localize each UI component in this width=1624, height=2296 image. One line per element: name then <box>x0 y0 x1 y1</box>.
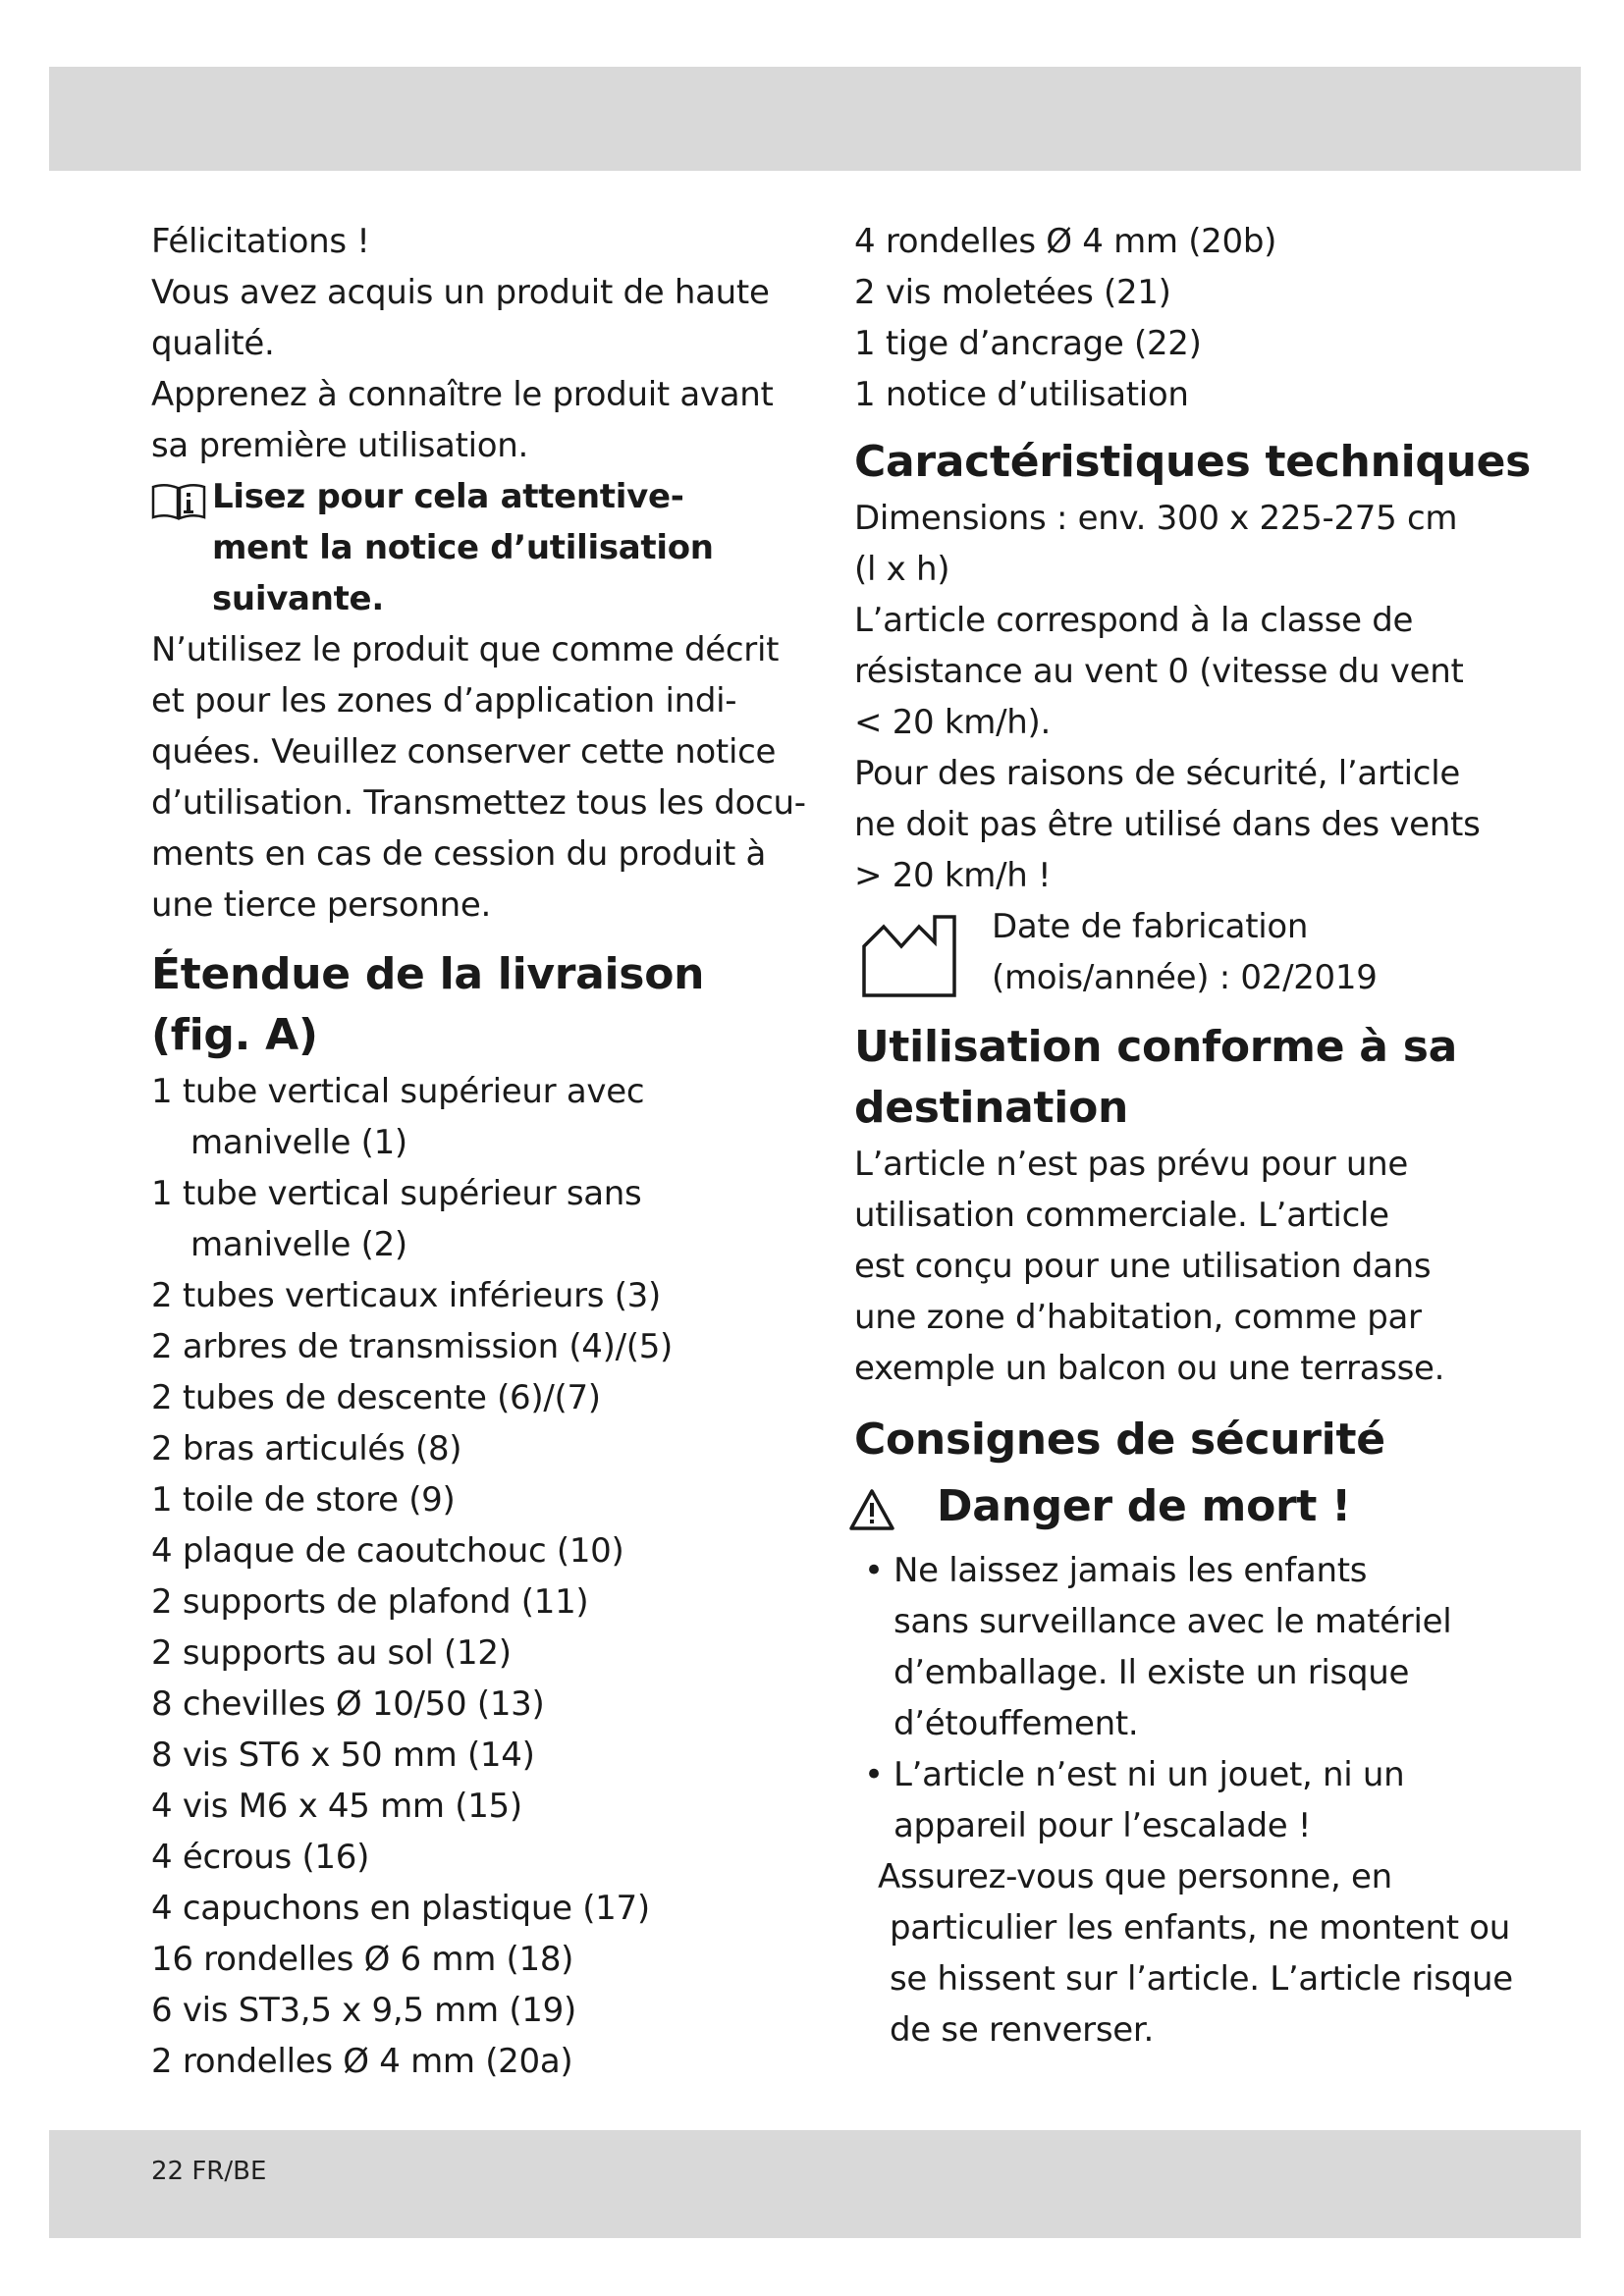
list-item: 1 tube vertical supérieur sans <box>151 1174 642 1213</box>
list-item: 1 tube vertical supérieur avec <box>151 1072 645 1111</box>
safety-bullet <box>854 1749 1483 1851</box>
list-item: 16 rondelles Ø 6 mm (18) <box>151 1940 574 1979</box>
list-item: 2 bras articulés (8) <box>151 1429 462 1468</box>
list-item: 2 vis moletées (21) <box>854 273 1171 312</box>
list-item: 1 tige d’ancrage (22) <box>854 324 1202 363</box>
left-column <box>151 216 806 2087</box>
text-line: Apprenez à connaître le produit avant <box>151 375 774 414</box>
text-line: L’article n’est pas prévu pour une <box>854 1145 1409 1184</box>
bullet-marker: • <box>864 1755 885 1794</box>
header-band <box>49 67 1581 171</box>
heading-line: (fig. A) <box>151 1010 318 1060</box>
text-line: exemple un balcon ou une terrasse. <box>854 1349 1445 1388</box>
factory-icon <box>860 913 958 999</box>
list-item: 6 vis ST3,5 x 9,5 mm (19) <box>151 1991 576 2030</box>
text-line: appareil pour l’escalade ! <box>893 1806 1312 1845</box>
list-item: 8 vis ST6 x 50 mm (14) <box>151 1735 535 1775</box>
usage-text <box>151 624 806 931</box>
list-item: 2 arbres de transmission (4)/(5) <box>151 1327 673 1366</box>
text-line: Date de fabrication <box>992 907 1309 946</box>
list-item: 2 tubes verticaux inférieurs (3) <box>151 1276 661 1315</box>
text-line: d’étouffement. <box>893 1704 1139 1743</box>
book-info-icon <box>151 481 206 520</box>
text-line: Félicitations ! <box>151 222 370 261</box>
text-line: < 20 km/h). <box>854 703 1051 742</box>
danger-title: Danger de mort ! <box>937 1481 1351 1531</box>
manufacture-date <box>854 901 1483 1003</box>
text-line: Dimensions : env. 300 x 225-275 cm <box>854 499 1458 538</box>
text-line: (l x h) <box>854 550 950 589</box>
tech-text <box>854 493 1483 901</box>
list-item: 2 tubes de descente (6)/(7) <box>151 1378 601 1417</box>
intro-text <box>151 216 780 471</box>
text-line: ne doit pas être utilisé dans des vents <box>854 805 1481 844</box>
notice-line: Lisez pour cela attentive- <box>212 477 684 516</box>
intended-use-text <box>854 1139 1483 1394</box>
delivery-list-continued <box>854 216 1483 420</box>
warning-triangle-icon <box>848 1488 895 1531</box>
text-line: se hissent sur l’article. L’article risque <box>890 1959 1513 1999</box>
text-line: est conçu pour une utilisation dans <box>854 1247 1432 1286</box>
text-line: quées. Veuillez conserver cette notice <box>151 732 777 772</box>
text-line: sans surveillance avec le matériel <box>893 1602 1452 1641</box>
list-item: 4 plaque de caoutchouc (10) <box>151 1531 624 1571</box>
delivery-heading <box>151 944 780 1066</box>
tech-heading: Caractéristiques techniques <box>854 437 1532 487</box>
text-line: particulier les enfants, ne montent ou <box>890 1908 1511 1948</box>
delivery-list <box>151 1066 780 2087</box>
text-line: ments en cas de cession du produit à <box>151 834 767 874</box>
list-item: 2 supports au sol (12) <box>151 1633 512 1673</box>
text-line: Pour des raisons de sécurité, l’article <box>854 754 1460 793</box>
read-instructions-notice <box>151 471 780 624</box>
list-item: 2 rondelles Ø 4 mm (20a) <box>151 2042 573 2081</box>
list-item: 4 capuchons en plastique (17) <box>151 1889 650 1928</box>
list-item: 4 vis M6 x 45 mm (15) <box>151 1787 522 1826</box>
text-line: L’article n’est ni un jouet, ni un <box>893 1755 1405 1794</box>
list-item: 1 notice d’utilisation <box>854 375 1189 414</box>
list-item: 4 écrous (16) <box>151 1838 370 1877</box>
notice-line: ment la notice d’utilisation <box>212 528 714 567</box>
text-line: une zone d’habitation, comme par <box>854 1298 1422 1337</box>
text-line: de se renverser. <box>890 2010 1154 2050</box>
danger-warning <box>854 1476 1483 1545</box>
text-line: Vous avez acquis un produit de haute <box>151 273 770 312</box>
text-line: résistance au vent 0 (vitesse du vent <box>854 652 1464 691</box>
text-line: d’utilisation. Transmettez tous les docu- <box>151 783 806 823</box>
intended-use-heading <box>854 1017 1483 1139</box>
manufacture-text <box>992 901 1378 1003</box>
heading-line: destination <box>854 1083 1129 1133</box>
text-line: Assurez-vous que personne, en <box>878 1857 1392 1896</box>
safety-followup-text <box>854 1851 1513 2056</box>
list-item-cont: manivelle (1) <box>190 1123 407 1162</box>
page-number: 22 FR/BE <box>151 2157 267 2186</box>
notice-line: suivante. <box>212 579 384 618</box>
text-line: L’article correspond à la classe de <box>854 601 1414 640</box>
footer-band <box>49 2130 1581 2238</box>
text-line: utilisation commerciale. L’article <box>854 1196 1389 1235</box>
list-item: 8 chevilles Ø 10/50 (13) <box>151 1684 545 1724</box>
text-line: sa première utilisation. <box>151 426 529 465</box>
text-line: d’emballage. Il existe un risque <box>893 1653 1410 1692</box>
list-item: 2 supports de plafond (11) <box>151 1582 589 1622</box>
bullet-marker: • <box>864 1551 885 1590</box>
text-line: (mois/année) : 02/2019 <box>992 958 1378 997</box>
list-item-cont: manivelle (2) <box>190 1225 407 1264</box>
text-line: Ne laissez jamais les enfants <box>893 1551 1368 1590</box>
text-line: N’utilisez le produit que comme décrit <box>151 630 780 669</box>
safety-bullet <box>854 1545 1483 1749</box>
text-line: qualité. <box>151 324 275 363</box>
heading-line: Utilisation conforme à sa <box>854 1022 1457 1072</box>
safety-heading: Consignes de sécurité <box>854 1415 1385 1465</box>
text-line: une tierce personne. <box>151 885 491 925</box>
list-item: 4 rondelles Ø 4 mm (20b) <box>854 222 1277 261</box>
text-line: et pour les zones d’application indi- <box>151 681 737 721</box>
heading-line: Étendue de la livraison <box>151 949 705 999</box>
list-item: 1 toile de store (9) <box>151 1480 456 1520</box>
right-column <box>854 216 1532 2056</box>
text-line: > 20 km/h ! <box>854 856 1052 895</box>
